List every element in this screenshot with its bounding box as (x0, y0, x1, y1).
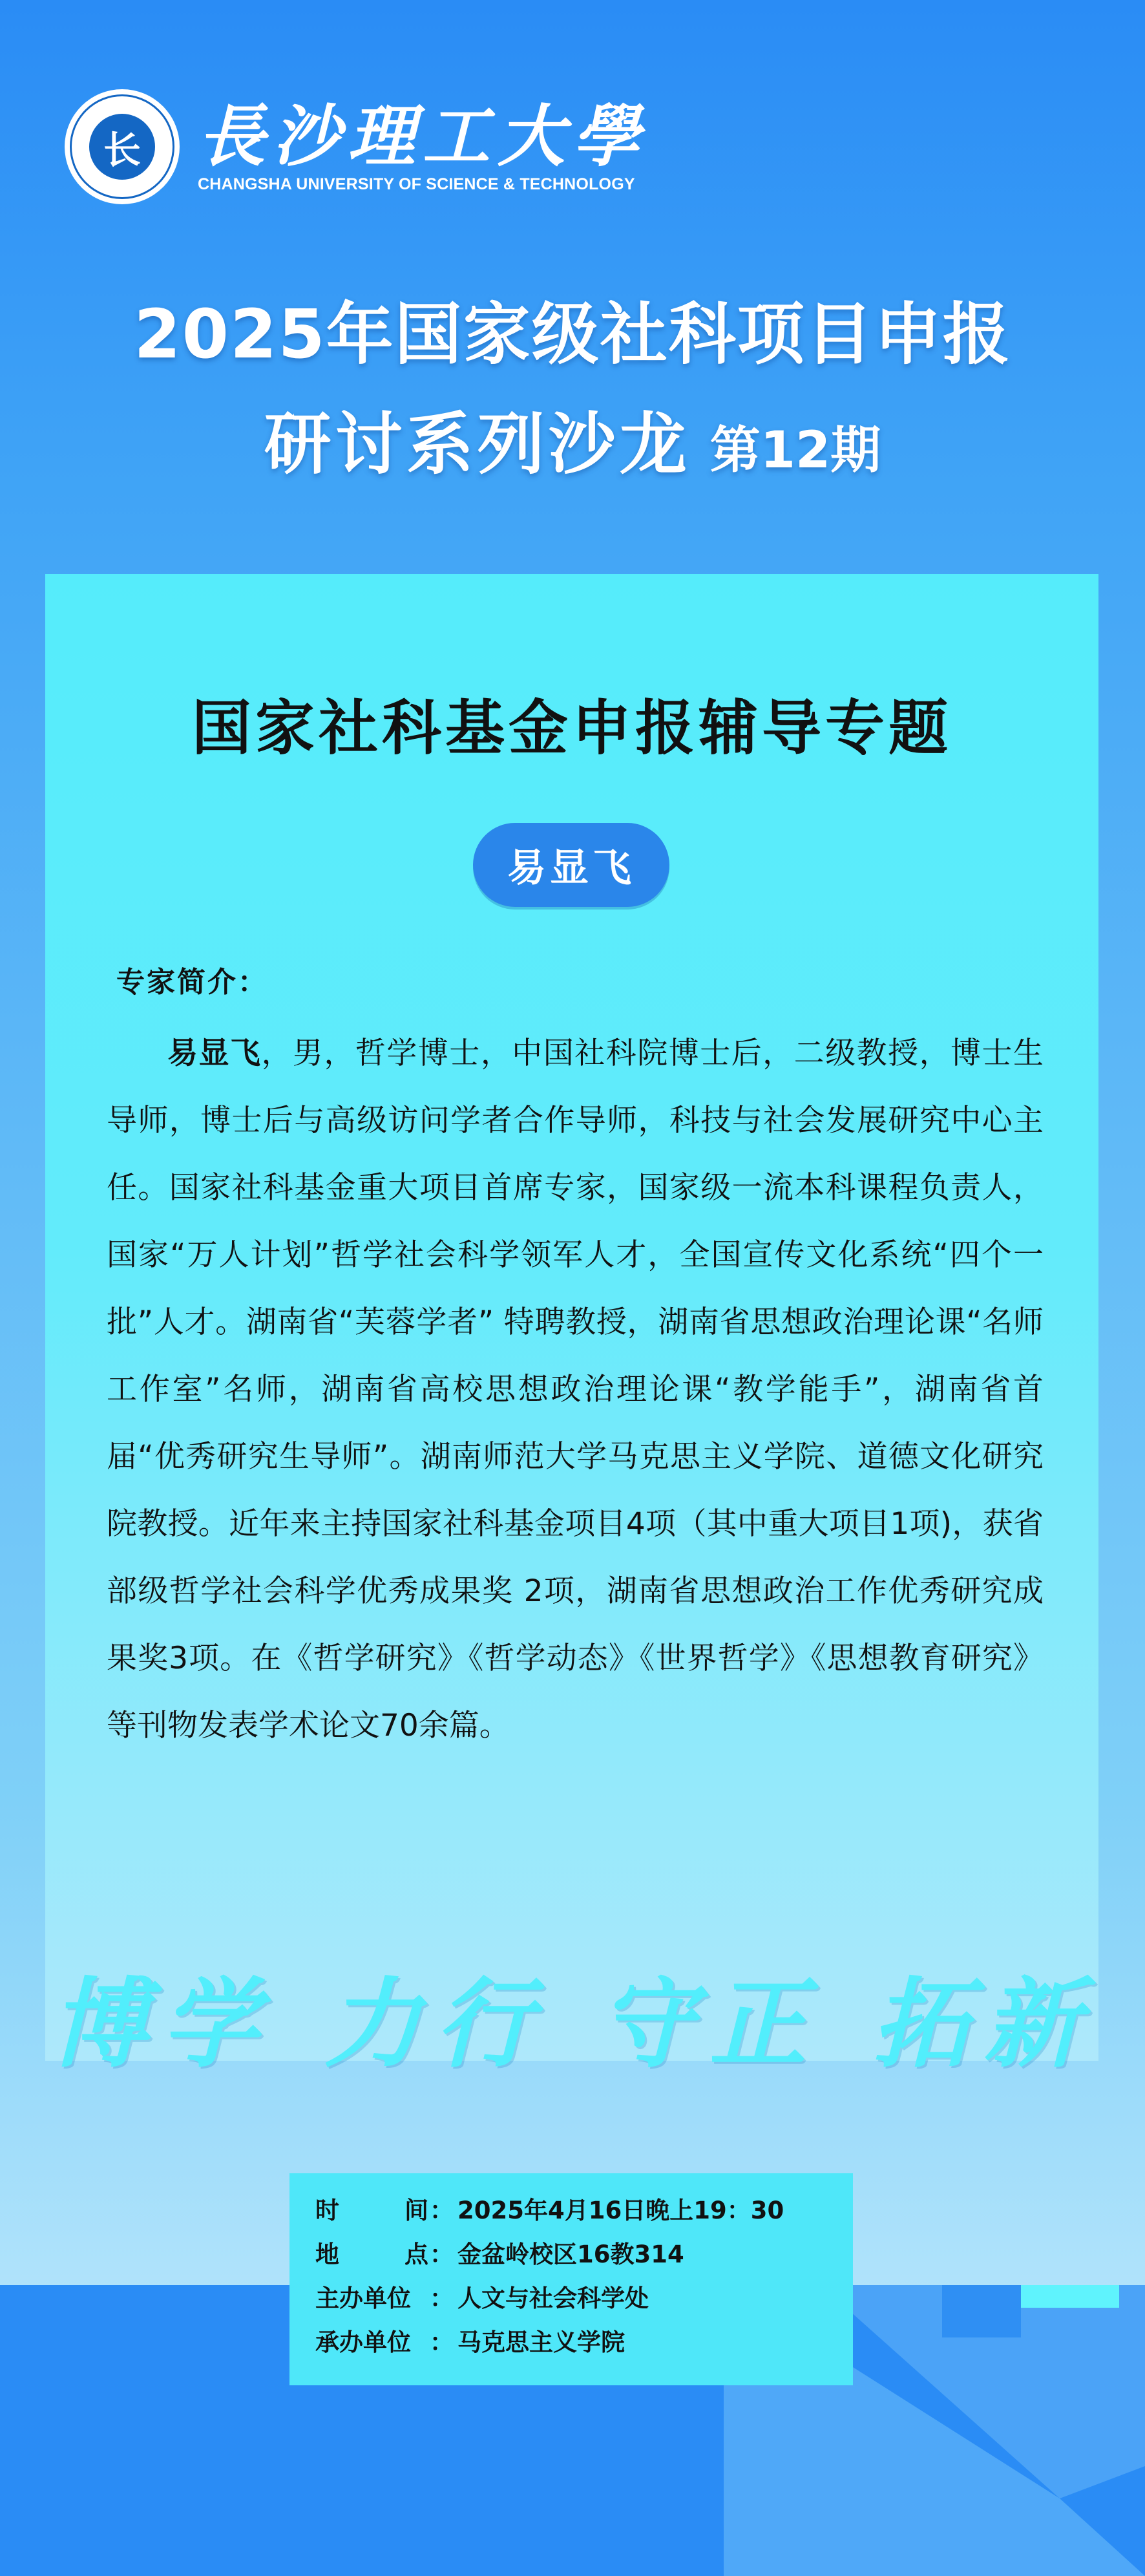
info-row-organizer (315, 2321, 853, 2365)
info-value-location: 金盆岭校区16教314 (457, 2241, 684, 2268)
motto-word: 守正 (598, 1968, 821, 2081)
info-row-location (315, 2233, 853, 2277)
info-value-organizer: 马克思主义学院 (457, 2328, 625, 2356)
poster-title: 2025年国家级社科项目申报 (134, 295, 1011, 374)
topic-heading: 国家社科基金申报辅导专题 (191, 694, 952, 763)
info-colon: ： (430, 2197, 454, 2224)
deco-square-blue (942, 2285, 1021, 2337)
logo-text (198, 96, 648, 193)
info-key-char: 间 (404, 2197, 428, 2224)
issue-number: 第12期 (709, 421, 881, 480)
info-key-location (315, 2233, 428, 2277)
info-colon: ： (430, 2241, 454, 2268)
info-key-char: 点 (404, 2241, 428, 2268)
expert-bio (107, 1020, 1044, 1760)
info-colon: ： (430, 2284, 454, 2312)
logo-chinese-name: 長沙理工大學 (198, 96, 648, 176)
content-panel (45, 574, 1098, 2061)
emblem-seal: 长 (89, 114, 155, 180)
info-key-char: 地 (315, 2241, 339, 2268)
university-motto (0, 1946, 1145, 2085)
university-logo (65, 89, 647, 204)
info-key-char: 时 (315, 2197, 339, 2224)
info-value-host: 人文与社会科学处 (457, 2284, 649, 2312)
info-row-host (315, 2277, 853, 2321)
event-info-box (289, 2173, 853, 2385)
speaker-name-badge: 易显飞 (473, 823, 669, 907)
info-value-time: 2025年4月16日晚上19：30 (457, 2197, 784, 2224)
expert-intro-label: 专家简介： (116, 966, 268, 999)
bio-text: ，男，哲学博士，中国社科院博士后，二级教授，博士生导师，博士后与高级访问学者合作导师，科技与社会发展研究中心主任。国家社科基金重大项目首席专家，国家级一流本科课程负责人，国家“万人计划”哲学社会科学领军人才，全国宣传文化系统“四个一批”人才。湖南省“芙蓉学者” 特聘教授，湖南省思想政治理论课“名师工作室”名师，湖南省高校思想政治理论课“教学能手”，湖南省首届“优秀研究生导师”。湖南师范大学马克思主义学院、道德文化研究院教授。近年来主持国家社科基金项目4项（其中重大项目1项)，获省部级哲学社会科学优秀成果奖 2项，湖南省思想政治工作优秀研究成果奖3项。在《哲学研究》《哲学动态》《世界哲学》《思想教育研究》等刊物发表学术论文70余篇。 (107, 1036, 1044, 1743)
info-key-organizer: 承办单位 (315, 2328, 411, 2356)
logo-english-name: CHANGSHA UNIVERSITY OF SCIENCE & TECHNOLOGY (198, 175, 635, 193)
info-key-time (315, 2189, 428, 2233)
info-colon: ： (430, 2328, 454, 2356)
emblem-ring (70, 94, 174, 199)
info-row-time (315, 2189, 853, 2233)
bio-speaker-name: 易显飞 (167, 1036, 262, 1071)
series-name: 研讨系列沙龙 (264, 405, 691, 484)
motto-word: 博学 (50, 1968, 273, 2081)
poster-subtitle (0, 404, 1145, 485)
university-emblem-icon (65, 89, 180, 204)
motto-word: 力行 (324, 1968, 547, 2081)
motto-word: 拓新 (872, 1968, 1095, 2081)
info-key-host: 主办单位 (315, 2284, 411, 2312)
